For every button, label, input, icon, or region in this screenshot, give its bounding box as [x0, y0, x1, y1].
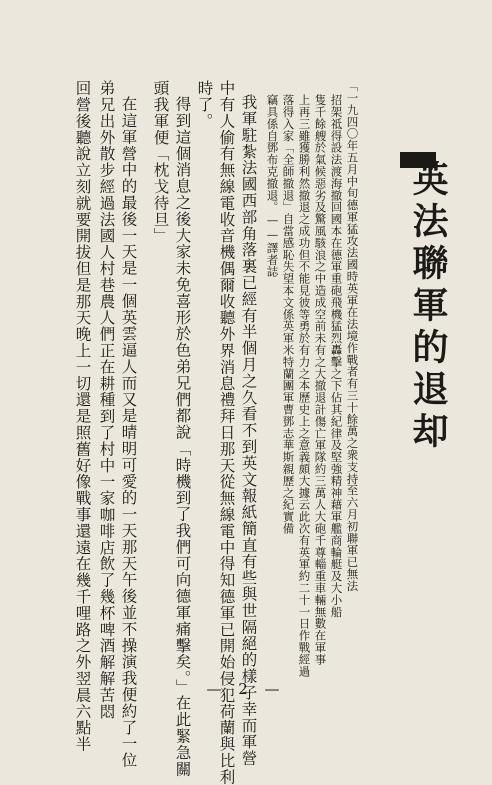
chapter-title: 英法聯軍的退却 [407, 160, 449, 454]
note-line: 落得入家「全師撤退」自當感恥失望本文係英軍米特蘭團軍曹鄧志華斯親歷之紀實備 [281, 94, 296, 535]
note-line: 竊具係自鄧布克撤退。——譯者誌 [265, 94, 280, 278]
body-line: 在這軍營中的最後一天是一個英雲逼人而又是晴明可愛的一天那天午後並不操演我便約了一位 [119, 96, 138, 769]
note-line: 隻千餘艘於氣候惡劣及驚風駭浪之中造成空前未有之大撤退計傷亡軍隊約三萬人大砲千尊輜重車輛無數在軍事 [313, 94, 328, 666]
note-line: 上再三雖獲勝利然撤退之成功但不能見彼等勇於有力之本歷史上之意義頗大據云此次有英軍約二十一日作戰經過 [297, 94, 312, 678]
note-line: 招架祗得設法渡海撤回國本在德軍重砲飛機猛烈轟擊之下佔其紀律及堅強精神藉軍艦商輪艇及大小船 [329, 94, 344, 618]
body-line: 頭我軍便「枕戈待旦」 [151, 80, 170, 244]
body-line: 得到這個消息之後大家未免喜形於色弟兄們都說「時機到了我們可向德軍痛擊矣。」在此緊急關 [173, 96, 192, 778]
body-line: 我軍駐紮法國西部角落裏已經有半個月之久看不到英文報紙簡直有些與世隔絕的樣子幸而軍營 [239, 94, 258, 767]
page-number: — 2 — [206, 680, 286, 698]
body-line: 時了。 [195, 80, 214, 130]
body-line: 中有人偷有無線電收音機偶爾收聽外界消息禮拜日那天從無線電中得知德軍已開始侵犯荷蘭與比利 [217, 80, 236, 785]
body-line: 回營後聽說立刻就要開拔但是那天晚上一切還是照舊好像戰事還遠在幾千哩路之外翌晨六點半 [73, 80, 92, 753]
body-line: 弟兄出外散步經過法國人村巷農人們正在耕種到了村中一家咖啡店飲了幾杯啤酒解解苦悶 [97, 80, 116, 720]
note-line: 「一九四〇年五月中旬德軍猛攻法國時英軍在法境作戰者有三十餘萬之衆支持至六月初聯軍已無法 [345, 80, 360, 592]
